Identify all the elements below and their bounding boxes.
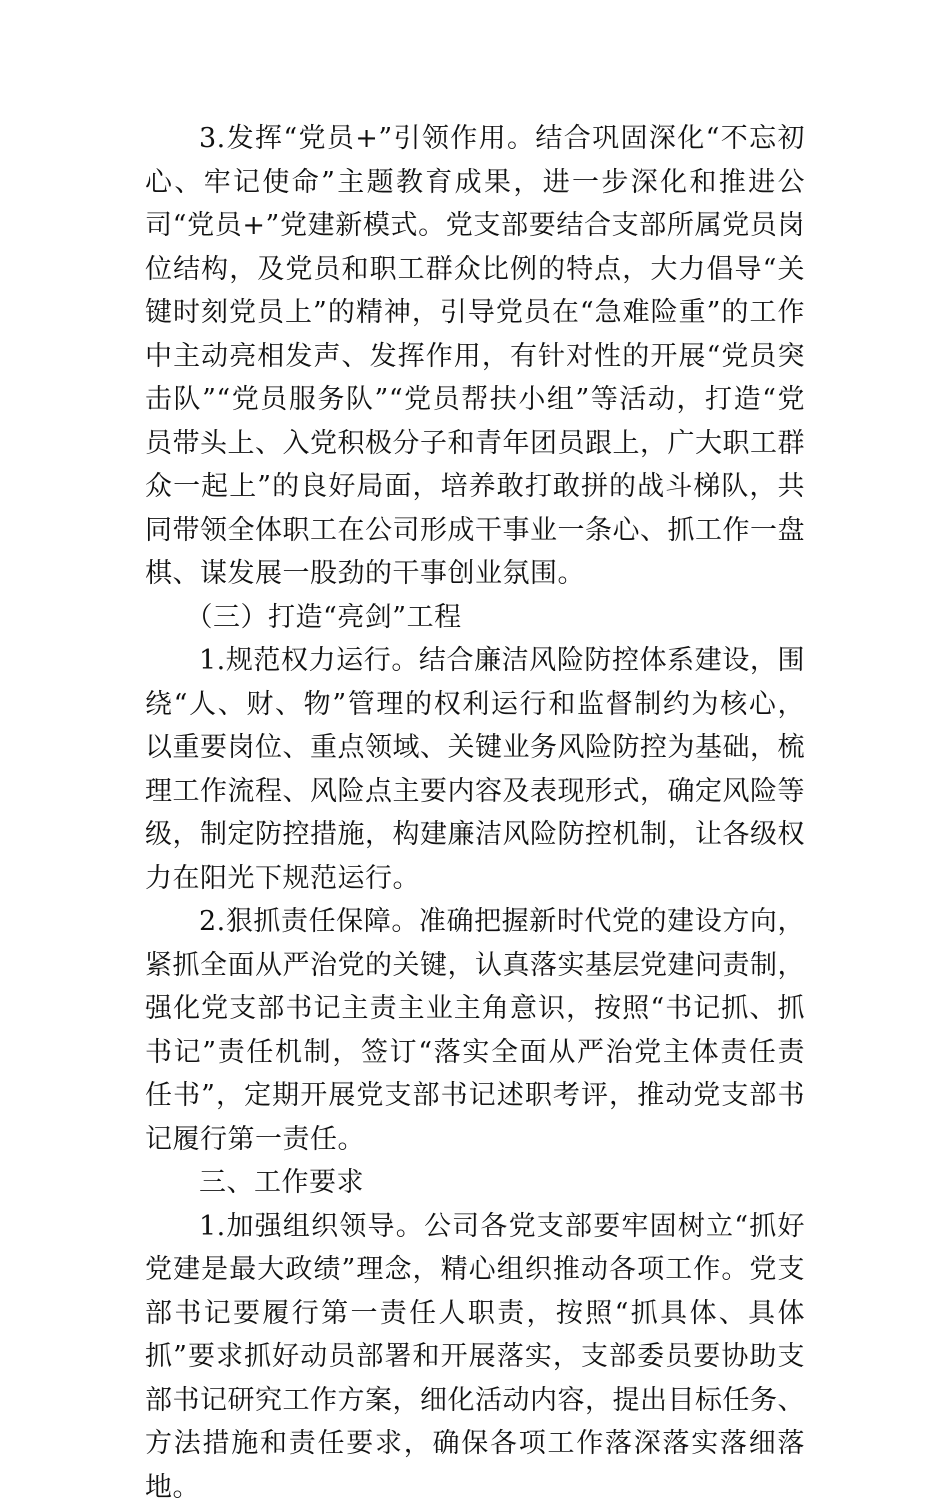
section-heading-work-requirements: 三、工作要求 — [145, 1161, 805, 1205]
paragraph-party-member-plus: 3.发挥“党员+”引领作用。结合巩固深化“不忘初心、牢记使命”主题教育成果，进一步深化和推进公司“党员+”党建新模式。党支部要结合支部所属党员岗位结构，及党员和职工群众比例的特点，大力倡导“关键时刻党员上”的精神，引导党员在“急难险重”的工作中主动亮相发声、发挥作用，有针对性的开展“党员突击队”“党员服务队”“党员帮扶小组”等活动，打造“党员带头上、入党积极分子和青年团员跟上，广大职工群众一起上”的良好局面，培养敢打敢拼的战斗梯队，共同带领全体职工在公司形成干事业一条心、抓工作一盘棋、谋发展一股劲的干事创业氛围。 — [145, 117, 805, 596]
document-body — [145, 117, 805, 1509]
paragraph-responsibility: 2.狠抓责任保障。准确把握新时代党的建设方向，紧抓全面从严治党的关键，认真落实基层党建问责制，强化党支部书记主责主业主角意识，按照“书记抓、抓书记”责任机制，签订“落实全面从严治党主体责任责任书”，定期开展党支部书记述职考评，推动党支部书记履行第一责任。 — [145, 900, 805, 1161]
paragraph-power-operation: 1.规范权力运行。结合廉洁风险防控体系建设，围绕“人、财、物”管理的权利运行和监督制约为核心，以重要岗位、重点领域、关键业务风险防控为基础，梳理工作流程、风险点主要内容及表现形式，确定风险等级，制定防控措施，构建廉洁风险防控机制，让各级权力在阳光下规范运行。 — [145, 639, 805, 900]
paragraph-organization-leadership: 1.加强组织领导。公司各党支部要牢固树立“抓好党建是最大政绩”理念，精心组织推动各项工作。党支部书记要履行第一责任人职责，按照“抓具体、具体抓”要求抓好动员部署和开展落实，支部委员要协助支部书记研究工作方案，细化活动内容，提出目标任务、方法措施和责任要求，确保各项工作落深落实落细落地。 — [145, 1205, 805, 1509]
section-heading-liangjian: （三）打造“亮剑”工程 — [145, 596, 805, 640]
